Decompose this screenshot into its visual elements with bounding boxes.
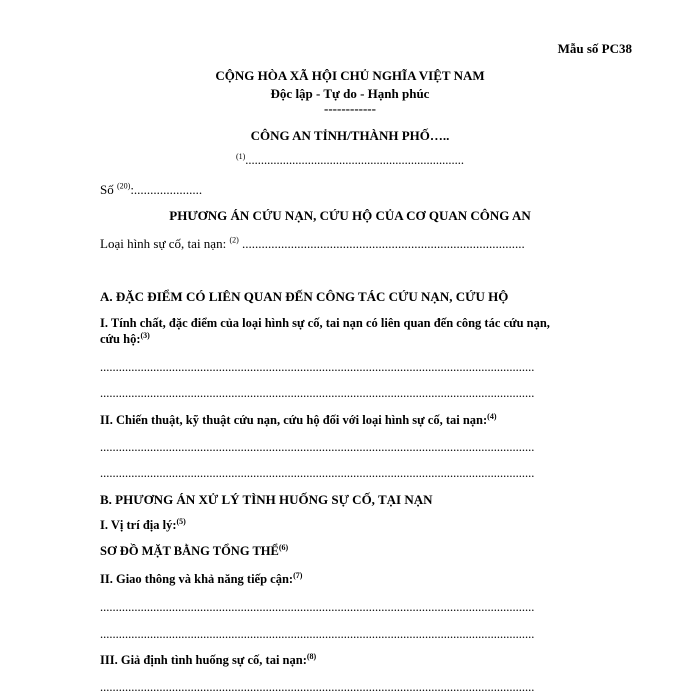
agency-dots: ......................................................................	[245, 153, 465, 167]
section-b-item1	[100, 518, 186, 533]
site-plan-heading	[100, 544, 288, 559]
form-code: Mẫu số PC38	[557, 41, 632, 56]
footnote-ref: (6)	[278, 542, 289, 552]
incident-type-dots: .......................................................................................	[242, 236, 525, 251]
item-label: cứu hộ:	[100, 332, 141, 346]
footnote-ref: (8)	[306, 651, 317, 661]
section-a-item1-line1: I. Tính chất, đặc điểm của loại hình sự cố, tai nạn có liên quan đến công tác cứu nạn,	[100, 316, 550, 330]
country-name: CỘNG HÒA XÃ HỘI CHỦ NGHĨA VIỆT NAM	[215, 68, 485, 83]
footnote-ref: (2)	[229, 235, 239, 245]
footnote-ref: (1)	[235, 151, 246, 161]
incident-type-label: Loại hình sự cố, tai nạn:	[100, 236, 227, 251]
fill-line: ...........................................................................................................................................	[100, 627, 535, 641]
fill-line: ...........................................................................................................................................	[100, 600, 535, 614]
number-dots: :.....................	[130, 182, 203, 197]
item-label: SƠ ĐỒ MẶT BẰNG TỔNG THỂ	[100, 544, 279, 558]
header-divider: ------------	[324, 101, 376, 116]
section-b-heading: B. PHƯƠNG ÁN XỬ LÝ TÌNH HUỐNG SỰ CỐ, TẠI NẠN	[100, 492, 433, 507]
document-number	[100, 182, 202, 198]
footnote-ref: (4)	[487, 411, 497, 421]
fill-line: ...........................................................................................................................................	[100, 440, 535, 454]
motto: Độc lập - Tự do - Hạnh phúc	[270, 86, 430, 101]
fill-line: ...........................................................................................................................................	[100, 360, 535, 374]
section-a-item1-line2	[100, 332, 150, 347]
section-a-item2	[100, 413, 497, 428]
section-b-item3	[100, 653, 316, 668]
agency-name: CÔNG AN TỈNH/THÀNH PHỐ…..	[250, 128, 450, 143]
item-label: II. Giao thông và khả năng tiếp cận:	[100, 572, 294, 586]
footnote-ref: (20)	[116, 181, 131, 191]
incident-type-line	[100, 236, 525, 252]
fill-line: ...........................................................................................................................................	[100, 466, 535, 480]
item-label: III. Giả định tình huống sự cố, tai nạn:	[100, 653, 307, 667]
document-title: PHƯƠNG ÁN CỨU NẠN, CỨU HỘ CỦA CƠ QUAN CÔNG AN	[169, 208, 531, 223]
fill-line: ...........................................................................................................................................	[100, 680, 535, 694]
footnote-ref: (7)	[293, 570, 303, 580]
section-b-item2	[100, 572, 302, 587]
agency-line	[0, 153, 700, 168]
fill-line: ...........................................................................................................................................	[100, 386, 535, 400]
footnote-ref: (3)	[140, 330, 150, 340]
number-label: Số	[100, 182, 114, 197]
item-label: II. Chiến thuật, kỹ thuật cứu nạn, cứu hộ đối với loại hình sự cố, tai nạn:	[100, 413, 488, 427]
section-a-heading: A. ĐẶC ĐIỂM CÓ LIÊN QUAN ĐẾN CÔNG TÁC CỨU NẠN, CỨU HỘ	[100, 289, 509, 304]
item-label: I. Vị trí địa lý:	[100, 518, 177, 532]
footnote-ref: (5)	[176, 516, 186, 526]
